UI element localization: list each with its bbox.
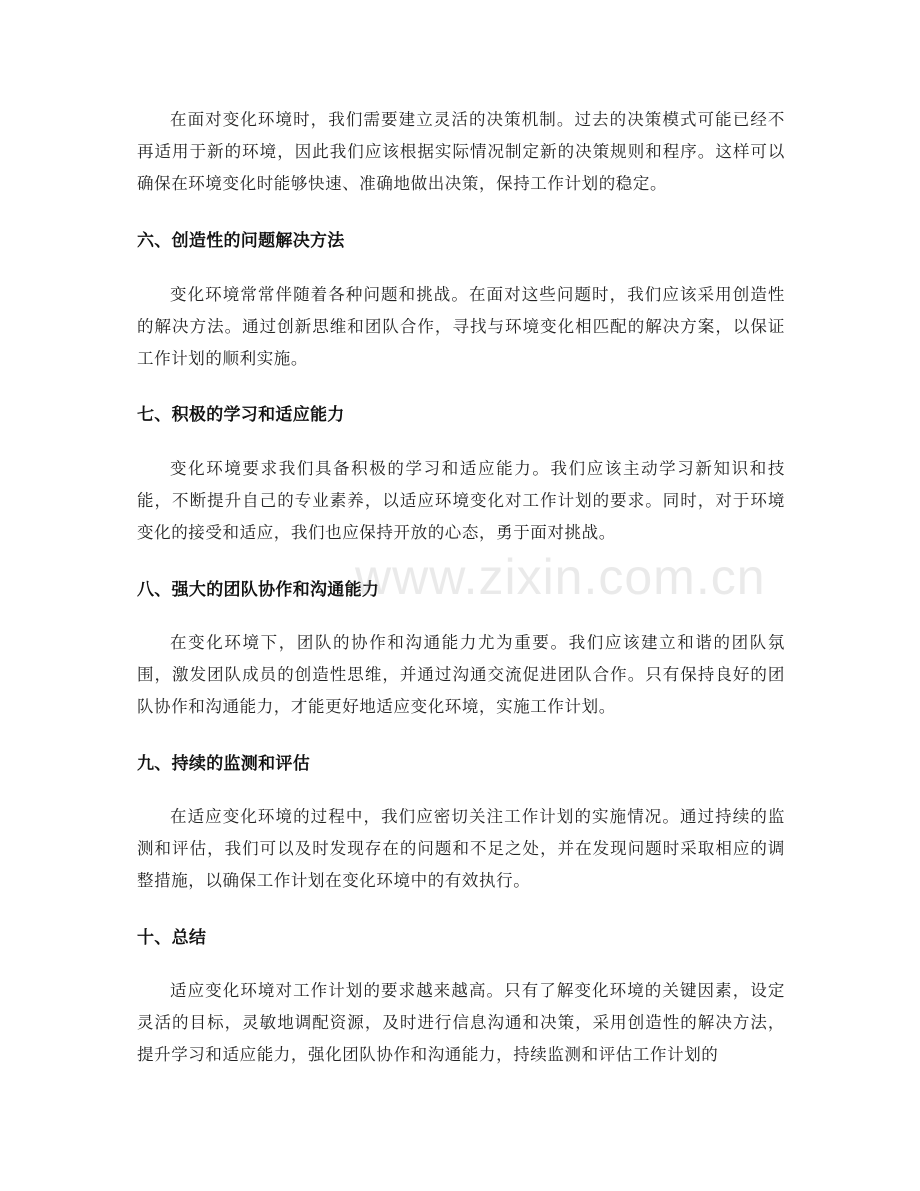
paragraph-section-10: 适应变化环境对工作计划的要求越来越高。只有了解变化环境的关键因素，设定灵活的目标，灵敏地调配资源，及时进行信息沟通和决策，采用创造性的解决方法，提升学习和适应能力，强化团队协作和沟通能力，持续监测和评估工作计划的: [137, 981, 785, 1064]
section-heading-8: 八、强大的团队协作和沟通能力: [137, 580, 380, 600]
section-heading-9: 九、持续的监测和评估: [137, 754, 310, 774]
paragraph-section-9: 在适应变化环境的过程中，我们应密切关注工作计划的实施情况。通过持续的监测和评估，我们可以及时发现存在的问题和不足之处，并在发现问题时采取相应的调整措施，以确保工作计划在变化环境中的有效执行。: [137, 807, 785, 890]
paragraph-decision-mechanism: 在面对变化环境时，我们需要建立灵活的决策机制。过去的决策模式可能已经不再适用于新的环境，因此我们应该根据实际情况制定新的决策规则和程序。这样可以确保在环境变化时能够快速、准确地做出决策，保持工作计划的稳定。: [137, 110, 785, 193]
paragraph-section-6: 变化环境常常伴随着各种问题和挑战。在面对这些问题时，我们应该采用创造性的解决方法。通过创新思维和团队合作，寻找与环境变化相匹配的解决方案，以保证工作计划的顺利实施。: [137, 285, 785, 368]
section-heading-6: 六、创造性的问题解决方法: [137, 231, 345, 251]
paragraph-section-8: 在变化环境下，团队的协作和沟通能力尤为重要。我们应该建立和谐的团队氛围，激发团队成员的创造性思维，并通过沟通交流促进团队合作。只有保持良好的团队协作和沟通能力，才能更好地适应变化环境，实施工作计划。: [137, 633, 785, 716]
section-heading-10: 十、总结: [137, 928, 207, 948]
section-heading-7: 七、积极的学习和适应能力: [137, 405, 345, 425]
watermark: www.zixin.com.cn: [355, 549, 766, 605]
paragraph-section-7: 变化环境要求我们具备积极的学习和适应能力。我们应该主动学习新知识和技能，不断提升自己的专业素养，以适应环境变化对工作计划的要求。同时，对于环境变化的接受和适应，我们也应保持开放的心态，勇于面对挑战。: [137, 459, 785, 542]
